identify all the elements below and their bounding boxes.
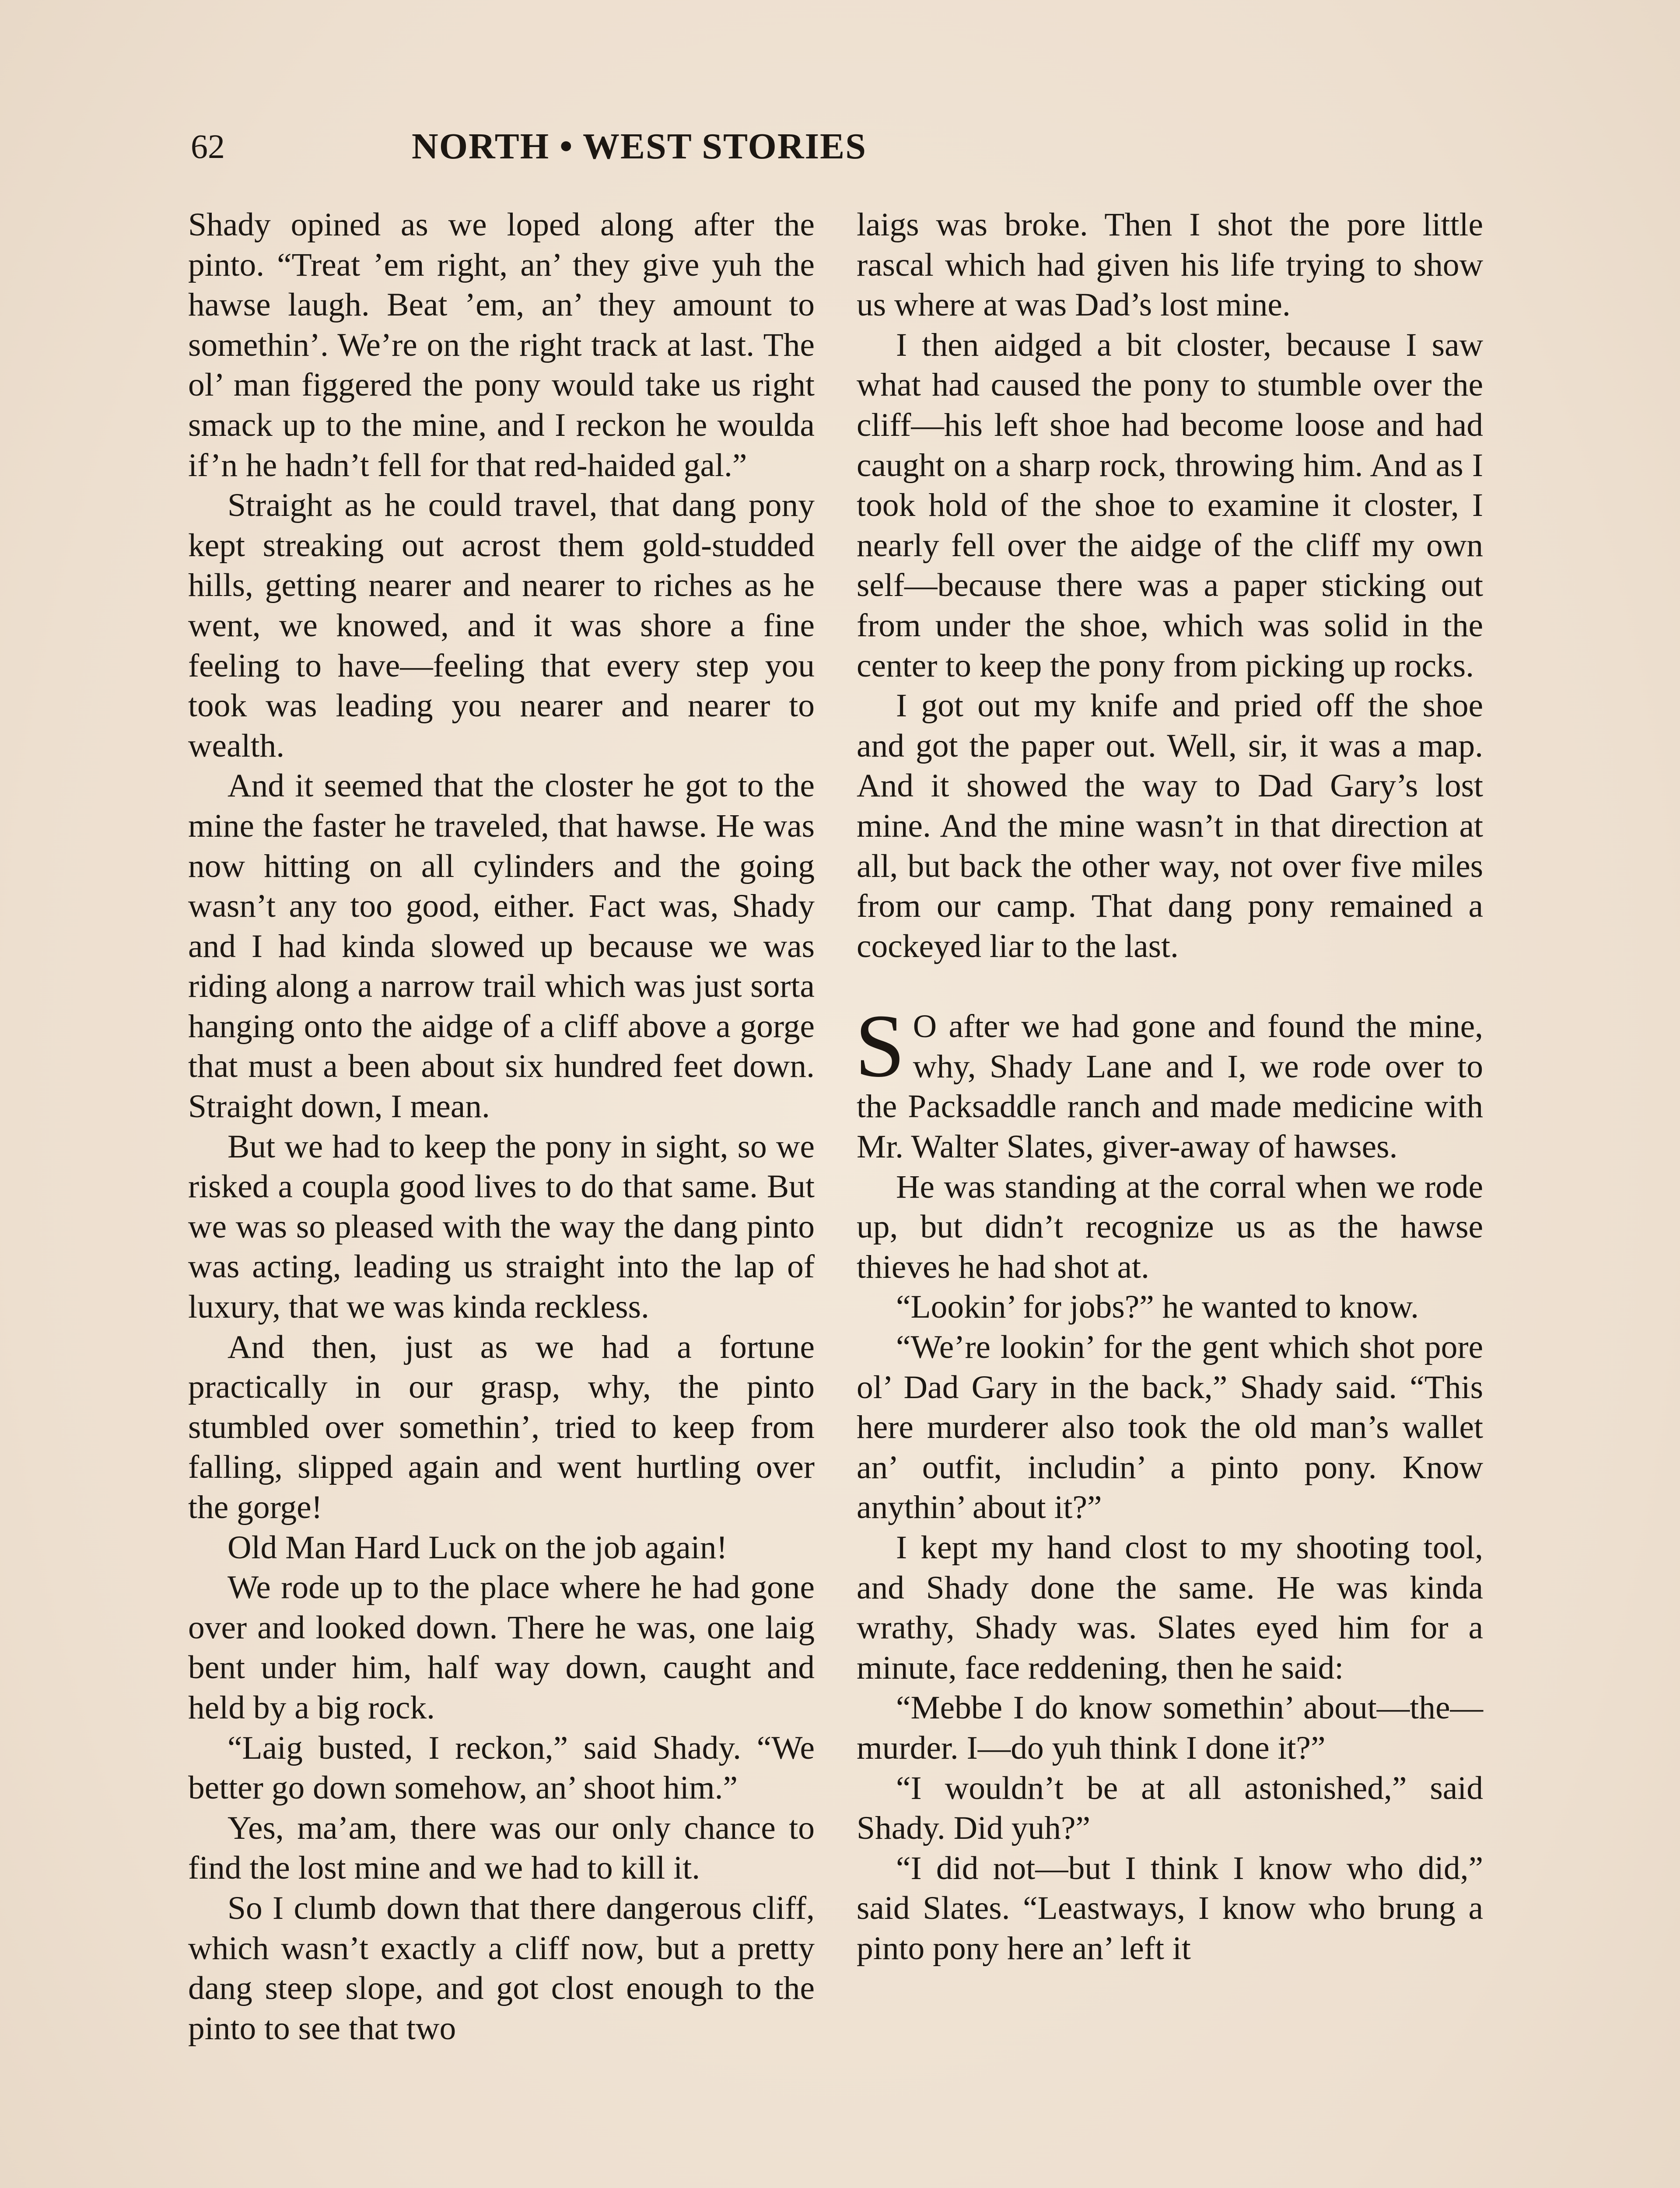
section-opening-text: O after we had gone and found the mine, why, Shady Lane and I, we rode over to the Packsaddle ranch and made medicine with Mr. Walter Slates, giver-away of hawses. bbox=[857, 1008, 1483, 1165]
paragraph: I got out my knife and pried off the shoe and got the paper out. Well, sir, it was a map. And it showed the way to Dad Gary’s lost mine. And the mine wasn’t in that direction at all, but back the other way, not over five miles from our camp. That dang pony remained a cockeyed liar to the last. bbox=[857, 687, 1483, 964]
paragraph: But we had to keep the pony in sight, so we risked a coupla good lives to do that same. But we was so pleased with the way the dang pinto was acting, leading us straight into the lap of luxury, that we was kinda reckless. bbox=[188, 1128, 815, 1325]
paragraph: Straight as he could travel, that dang pony kept streaking out acrost them gold-studded hills, getting nearer and nearer to riches as he went, we knowed, and it was shore a fine feeling to have—feeling that every step you took was leading you nearer and nearer to wealth. bbox=[188, 487, 815, 764]
paragraph: Old Man Hard Luck on the job again! bbox=[228, 1529, 728, 1566]
left-column bbox=[188, 205, 815, 2048]
right-column bbox=[857, 205, 1483, 1969]
drop-cap: S bbox=[855, 996, 905, 1096]
section-opening-paragraph bbox=[855, 996, 1483, 1167]
paragraph: “We’re lookin’ for the gent which shot pore ol’ Dad Gary in the back,” Shady said. “This here murderer also took the old man’s wallet an’ outfit, includin’ a pinto pony. Know anythin’ about it?” bbox=[857, 1329, 1483, 1526]
paragraph: “I wouldn’t be at all astonished,” said Shady. Did yuh?” bbox=[857, 1770, 1483, 1847]
paragraph: We rode up to the place where he had gone over and looked down. There he was, one laig bent under him, half way down, caught and held by a big rock. bbox=[188, 1569, 815, 1726]
paragraph: He was standing at the corral when we rode up, but didn’t recognize us as the hawse thieves he had shot at. bbox=[857, 1168, 1483, 1285]
paragraph: And it seemed that the closter he got to the mine the faster he traveled, that hawse. He was now hitting on all cylinders and the going wasn’t any too good, either. Fact was, Shady and I had kinda slowed up because we was riding along a narrow trail which was just sorta hanging onto the aidge of a cliff above a gorge that must a been about six hundred feet down. Straight down, I mean. bbox=[188, 768, 815, 1125]
paragraph: And then, just as we had a fortune practically in our grasp, why, the pinto stumbled over somethin’, tried to keep from falling, slipped again and went hurtling over the gorge! bbox=[188, 1329, 815, 1525]
paragraph: Shady opined as we loped along after the pinto. “Treat ’em right, an’ they give yuh the hawse laugh. Beat ’em, an’ they amount to somethin’. We’re on the right track at last. The ol’ man figgered the pony would take us right smack up to the mine, and I reckon he woulda if’n he hadn’t fell for that red-haided gal.” bbox=[188, 207, 815, 484]
paragraph: “Mebbe I do know somethin’ about—the—murder. I—do yuh think I done it?” bbox=[857, 1690, 1483, 1766]
page-number: 62 bbox=[191, 127, 225, 165]
paragraph: Yes, ma’am, there was our only chance to find the lost mine and we had to kill it. bbox=[188, 1809, 815, 1886]
page-header bbox=[191, 123, 1088, 171]
paragraph: “I did not—but I think I know who did,” said Slates. “Leastways, I know who brung a pinto pony here an’ left it bbox=[857, 1850, 1483, 1967]
paragraph: I kept my hand clost to my shooting tool, and Shady done the same. He was kinda wrathy, Shady was. Slates eyed him for a minute, face reddening, then he said: bbox=[857, 1529, 1483, 1686]
running-head: NORTH • WEST STORIES bbox=[412, 126, 867, 167]
paragraph: “Lookin’ for jobs?” he wanted to know. bbox=[896, 1289, 1419, 1325]
paragraph: So I clumb down that there dangerous cliff, which wasn’t exactly a cliff now, but a pretty dang steep slope, and got clost enough to the pinto to see that two bbox=[188, 1890, 815, 2047]
continued-paragraph: laigs was broke. Then I shot the pore little rascal which had given his life trying to show us where at was Dad’s lost mine. bbox=[857, 207, 1483, 323]
paragraph: I then aidged a bit closter, because I saw what had caused the pony to stumble over the cliff—his left shoe had become loose and had caught on a sharp rock, throwing him. And as I took hold of the shoe to examine it closter, I nearly fell over the aidge of the cliff my own self—because there was a paper sticking out from under the shoe, which was solid in the center to keep the pony from picking up rocks. bbox=[857, 326, 1483, 684]
paragraph: “Laig busted, I reckon,” said Shady. “We better go down somehow, an’ shoot him.” bbox=[188, 1729, 815, 1806]
